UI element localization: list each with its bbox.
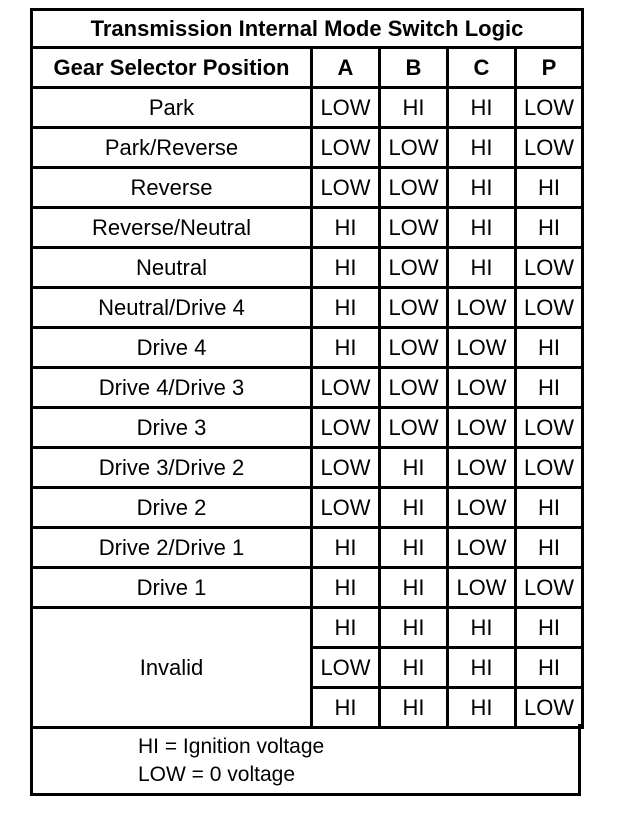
table-row — [32, 488, 583, 528]
invalid-row — [32, 608, 583, 648]
b-cell: HI — [380, 608, 448, 648]
header-a: A — [312, 48, 380, 88]
b-cell: LOW — [380, 368, 448, 408]
position-cell: Neutral — [32, 248, 312, 288]
position-cell: Drive 2 — [32, 488, 312, 528]
p-cell: LOW — [516, 248, 583, 288]
table-row — [32, 528, 583, 568]
table-title: Transmission Internal Mode Switch Logic — [32, 10, 583, 48]
table-row — [32, 288, 583, 328]
c-cell: LOW — [448, 528, 516, 568]
b-cell: LOW — [380, 168, 448, 208]
p-cell: LOW — [516, 408, 583, 448]
table-row — [32, 368, 583, 408]
a-cell: LOW — [312, 648, 380, 688]
b-cell: LOW — [380, 328, 448, 368]
a-cell: HI — [312, 328, 380, 368]
b-cell: HI — [380, 688, 448, 728]
a-cell: LOW — [312, 488, 380, 528]
p-cell: HI — [516, 368, 583, 408]
invalid-position-cell: Invalid — [32, 608, 312, 728]
b-cell: HI — [380, 488, 448, 528]
a-cell: LOW — [312, 368, 380, 408]
p-cell: HI — [516, 648, 583, 688]
c-cell: LOW — [448, 328, 516, 368]
c-cell: HI — [448, 248, 516, 288]
p-cell: HI — [516, 488, 583, 528]
table-row — [32, 208, 583, 248]
c-cell: LOW — [448, 408, 516, 448]
p-cell: HI — [516, 608, 583, 648]
legend-low: LOW = 0 voltage — [138, 763, 295, 786]
c-cell: HI — [448, 688, 516, 728]
position-cell: Reverse/Neutral — [32, 208, 312, 248]
table-row — [32, 88, 583, 128]
position-cell: Park/Reverse — [32, 128, 312, 168]
b-cell: LOW — [380, 288, 448, 328]
table-row — [32, 408, 583, 448]
p-cell: LOW — [516, 128, 583, 168]
p-cell: LOW — [516, 688, 583, 728]
position-cell: Drive 1 — [32, 568, 312, 608]
c-cell: LOW — [448, 488, 516, 528]
table-row — [32, 168, 583, 208]
a-cell: LOW — [312, 88, 380, 128]
legend — [30, 724, 581, 796]
table-row — [32, 128, 583, 168]
b-cell: LOW — [380, 128, 448, 168]
p-cell: LOW — [516, 448, 583, 488]
mode-switch-logic-table — [30, 8, 584, 729]
b-cell: HI — [380, 568, 448, 608]
position-cell: Neutral/Drive 4 — [32, 288, 312, 328]
table-row — [32, 248, 583, 288]
p-cell: HI — [516, 168, 583, 208]
header-gear-selector-position: Gear Selector Position — [32, 48, 312, 88]
header-p: P — [516, 48, 583, 88]
a-cell: LOW — [312, 448, 380, 488]
c-cell: LOW — [448, 448, 516, 488]
b-cell: LOW — [380, 208, 448, 248]
a-cell: HI — [312, 248, 380, 288]
b-cell: HI — [380, 528, 448, 568]
a-cell: HI — [312, 528, 380, 568]
position-cell: Park — [32, 88, 312, 128]
p-cell: HI — [516, 528, 583, 568]
a-cell: HI — [312, 688, 380, 728]
c-cell: HI — [448, 608, 516, 648]
b-cell: HI — [380, 448, 448, 488]
c-cell: LOW — [448, 568, 516, 608]
p-cell: HI — [516, 328, 583, 368]
table-row — [32, 448, 583, 488]
c-cell: HI — [448, 208, 516, 248]
c-cell: HI — [448, 648, 516, 688]
c-cell: LOW — [448, 368, 516, 408]
position-cell: Drive 3 — [32, 408, 312, 448]
a-cell: LOW — [312, 408, 380, 448]
b-cell: HI — [380, 88, 448, 128]
position-cell: Reverse — [32, 168, 312, 208]
p-cell: HI — [516, 208, 583, 248]
table-row — [32, 328, 583, 368]
a-cell: HI — [312, 208, 380, 248]
header-b: B — [380, 48, 448, 88]
header-row — [32, 48, 583, 88]
c-cell: HI — [448, 128, 516, 168]
header-c: C — [448, 48, 516, 88]
p-cell: LOW — [516, 88, 583, 128]
c-cell: HI — [448, 168, 516, 208]
a-cell: LOW — [312, 168, 380, 208]
position-cell: Drive 4/Drive 3 — [32, 368, 312, 408]
c-cell: LOW — [448, 288, 516, 328]
a-cell: HI — [312, 608, 380, 648]
b-cell: HI — [380, 648, 448, 688]
b-cell: LOW — [380, 248, 448, 288]
p-cell: LOW — [516, 568, 583, 608]
b-cell: LOW — [380, 408, 448, 448]
p-cell: LOW — [516, 288, 583, 328]
position-cell: Drive 2/Drive 1 — [32, 528, 312, 568]
position-cell: Drive 4 — [32, 328, 312, 368]
a-cell: LOW — [312, 128, 380, 168]
a-cell: HI — [312, 568, 380, 608]
a-cell: HI — [312, 288, 380, 328]
position-cell: Drive 3/Drive 2 — [32, 448, 312, 488]
legend-hi: HI = Ignition voltage — [138, 735, 325, 758]
c-cell: HI — [448, 88, 516, 128]
table-row — [32, 568, 583, 608]
